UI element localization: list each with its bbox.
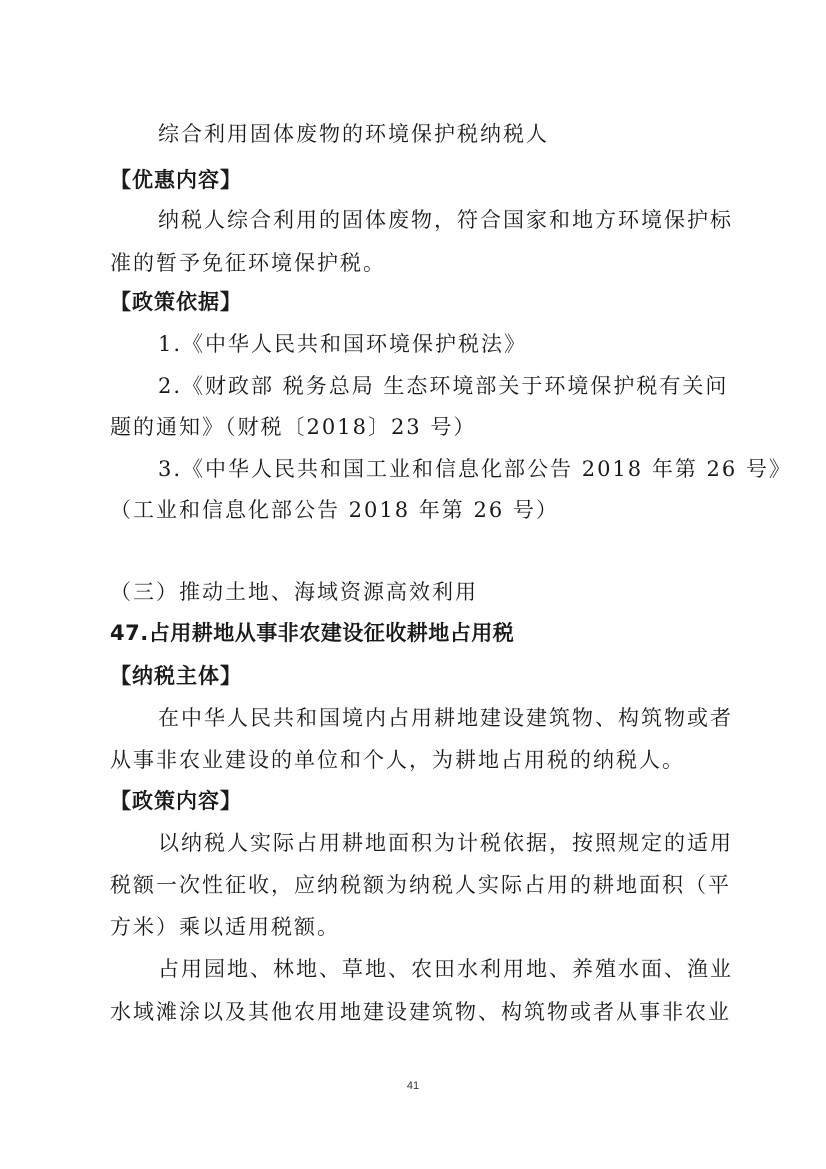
text-line: 准的暂予免征环境保护税。 [110,251,386,275]
text-line: 水域滩涂以及其他农用地建设建筑物、构筑物或者从事非农业 [110,1000,731,1024]
section-heading-benefit: 【优惠内容】 [110,168,242,192]
text-line: 从事非农业建设的单位和个人，为耕地占用税的纳税人。 [110,748,685,772]
page-number: 41 [406,1080,420,1092]
section-heading-subject: 【纳税主体】 [110,664,242,688]
text-line: 以纳税人实际占用耕地面积为计税依据，按照规定的适用 [158,831,733,855]
text-line: 方米）乘以适用税额。 [110,915,340,939]
text-line: 在中华人民共和国境内占用耕地建设建筑物、构筑物或者 [158,706,733,730]
text-line: （工业和信息化部公告 2018 年第 26 号） [110,498,559,522]
subsection-title: （三）推动土地、海域资源高效利用 [110,580,478,604]
text-line: 1.《中华人民共和国环境保护税法》 [158,332,528,356]
text-line: 综合利用固体废物的环境保护税纳税人 [158,122,549,146]
text-line: 税额一次性征收，应纳税额为纳税人实际占用的耕地面积（平 [110,873,731,897]
item-title: 47.占用耕地从事非农建设征收耕地占用税 [110,621,515,645]
section-heading-content: 【政策内容】 [110,789,242,813]
text-line: 2.《财政部 税务总局 生态环境部关于环境保护税有关问 [158,374,729,398]
text-line: 占用园地、林地、草地、农田水利用地、养殖水面、渔业 [158,957,733,981]
text-line: 3.《中华人民共和国工业和信息化部公告 2018 年第 26 号》 [158,457,792,481]
text-line: 纳税人综合利用的固体废物，符合国家和地方环境保护标 [158,208,733,232]
text-line: 题的通知》（财税〔2018〕23 号） [110,415,477,439]
section-heading-basis: 【政策依据】 [110,290,242,314]
